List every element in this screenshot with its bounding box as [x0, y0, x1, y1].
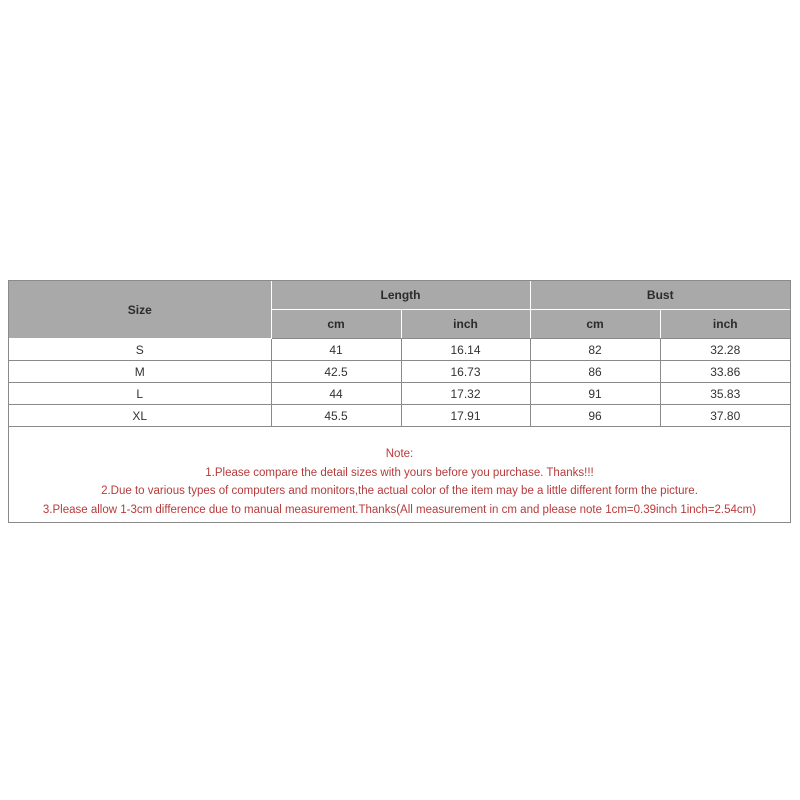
- notes-section: [9, 427, 790, 522]
- cell-bust-cm: 82: [530, 339, 660, 361]
- cell-length-inch: 16.73: [401, 361, 530, 383]
- cell-length-inch: 17.32: [401, 383, 530, 405]
- cell-size: XL: [9, 405, 271, 427]
- cell-size: S: [9, 339, 271, 361]
- cell-size: M: [9, 361, 271, 383]
- cell-bust-inch: 37.80: [660, 405, 790, 427]
- table-row: [9, 339, 790, 361]
- note-line: 3.Please allow 1-3cm difference due to manual measurement.Thanks(All measurement in cm and please note 1cm=0.39inch 1inch=2.54cm): [42, 503, 757, 516]
- subheader-length-cm: cm: [271, 310, 401, 339]
- cell-length-cm: 41: [271, 339, 401, 361]
- cell-length-inch: 16.14: [401, 339, 530, 361]
- cell-bust-cm: 96: [530, 405, 660, 427]
- cell-length-cm: 44: [271, 383, 401, 405]
- cell-length-inch: 17.91: [401, 405, 530, 427]
- subheader-bust-inch: inch: [660, 310, 790, 339]
- header-bust: Bust: [530, 281, 790, 310]
- cell-bust-cm: 86: [530, 361, 660, 383]
- header-size: Size: [9, 281, 271, 339]
- notes-title: Note:: [385, 448, 414, 460]
- subheader-bust-cm: cm: [530, 310, 660, 339]
- size-chart: [8, 280, 791, 523]
- cell-bust-inch: 35.83: [660, 383, 790, 405]
- header-length: Length: [271, 281, 530, 310]
- table-header-row: [9, 281, 790, 310]
- note-line: 2.Due to various types of computers and monitors,the actual color of the item may be a little different form the picture.: [101, 485, 698, 497]
- note-line: 1.Please compare the detail sizes with yours before you purchase. Thanks!!!: [205, 466, 594, 479]
- cell-bust-cm: 91: [530, 383, 660, 405]
- size-table: [9, 281, 790, 427]
- table-row: [9, 405, 790, 427]
- cell-size: L: [9, 383, 271, 405]
- cell-bust-inch: 32.28: [660, 339, 790, 361]
- subheader-length-inch: inch: [401, 310, 530, 339]
- cell-bust-inch: 33.86: [660, 361, 790, 383]
- table-row: [9, 383, 790, 405]
- table-row: [9, 361, 790, 383]
- cell-length-cm: 45.5: [271, 405, 401, 427]
- cell-length-cm: 42.5: [271, 361, 401, 383]
